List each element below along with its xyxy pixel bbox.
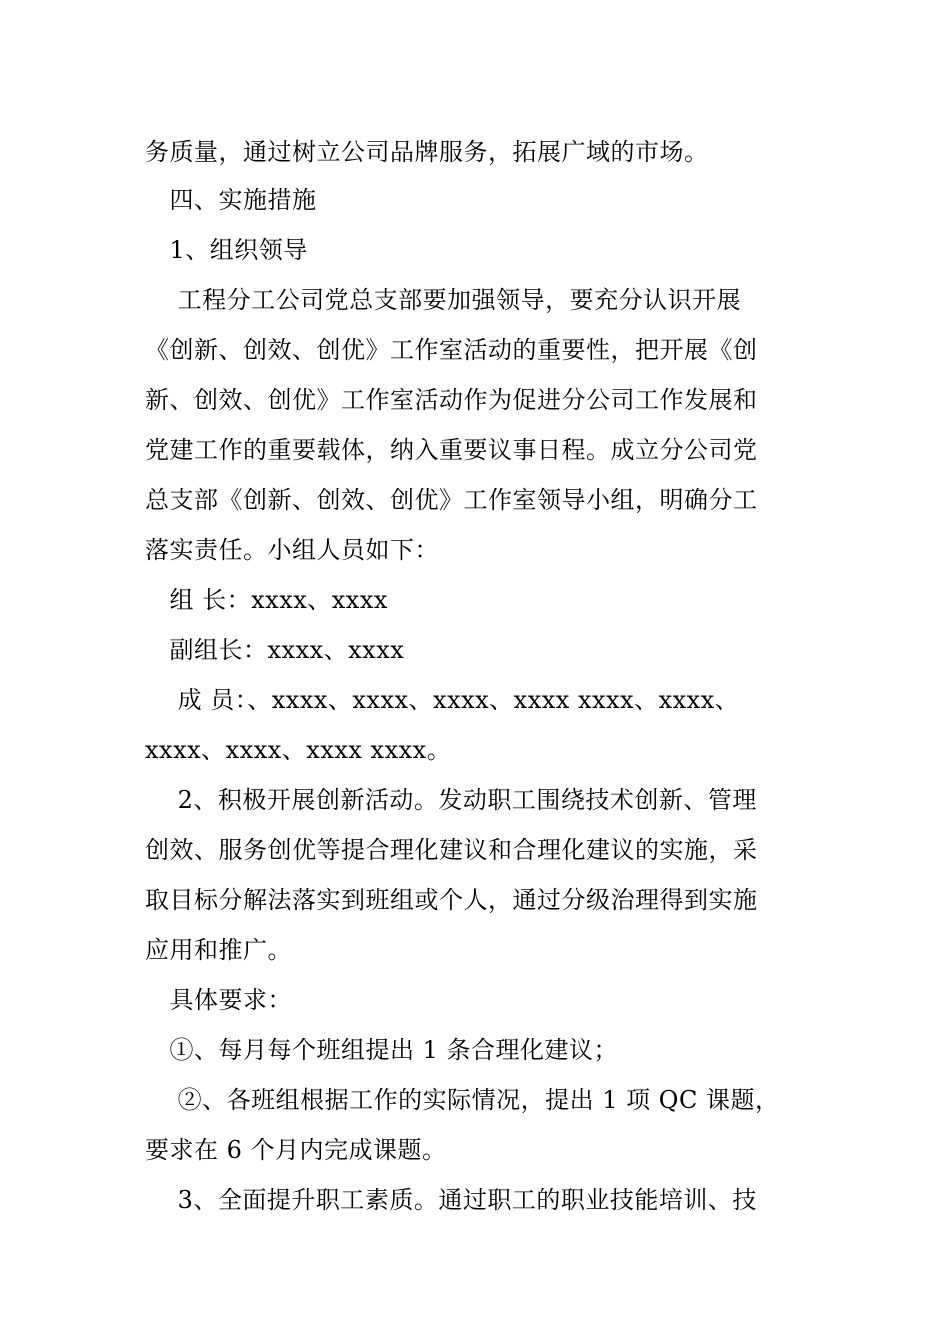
text-line: 落实责任。小组人员如下： [145,536,439,564]
text-line: 应用和推广。 [145,936,292,964]
text-line: ②、各班组根据工作的实际情况，提出 1 项 QC 课题， [145,1086,780,1114]
text-line: 3、全面提升职工素质。通过职工的职业技能培训、技 [145,1186,757,1214]
text-line: 2、积极开展创新活动。发动职工围绕技术创新、管理 [145,786,757,814]
text-line: 1、组织领导 [145,236,308,264]
text-line: 取目标分解法落实到班组或个人，通过分级治理得到实施 [145,886,758,914]
text-line: xxxx、xxxx、xxxx xxxx。 [145,736,452,764]
text-line: 组 长：xxxx、xxxx [145,586,388,614]
text-line: 工程分工公司党总支部要加强领导，要充分认识开展 [145,286,742,314]
text-line: 务质量，通过树立公司品牌服务，拓展广域的市场。 [145,138,709,166]
text-line: 成 员：、xxxx、xxxx、xxxx、xxxx xxxx、xxxx、 [145,686,740,714]
text-line: 总支部《创新、创效、创优》工作室领导小组，明确分工 [145,486,758,514]
text-line: 副组长：xxxx、xxxx [145,636,405,664]
text-line: 党建工作的重要载体，纳入重要议事日程。成立分公司党 [145,436,758,464]
text-line: 具体要求： [145,986,292,1014]
text-line: 四、实施措施 [145,186,317,214]
text-line: 新、创效、创优》工作室活动作为促进分公司工作发展和 [145,386,758,414]
text-line: 《创新、创效、创优》工作室活动的重要性，把开展《创 [145,336,758,364]
text-line: 创效、服务创优等提合理化建议和合理化建议的实施，采 [145,836,758,864]
text-line: 要求在 6 个月内完成课题。 [145,1136,447,1164]
text-line: ①、每月每个班组提出 1 条合理化建议； [145,1036,619,1064]
